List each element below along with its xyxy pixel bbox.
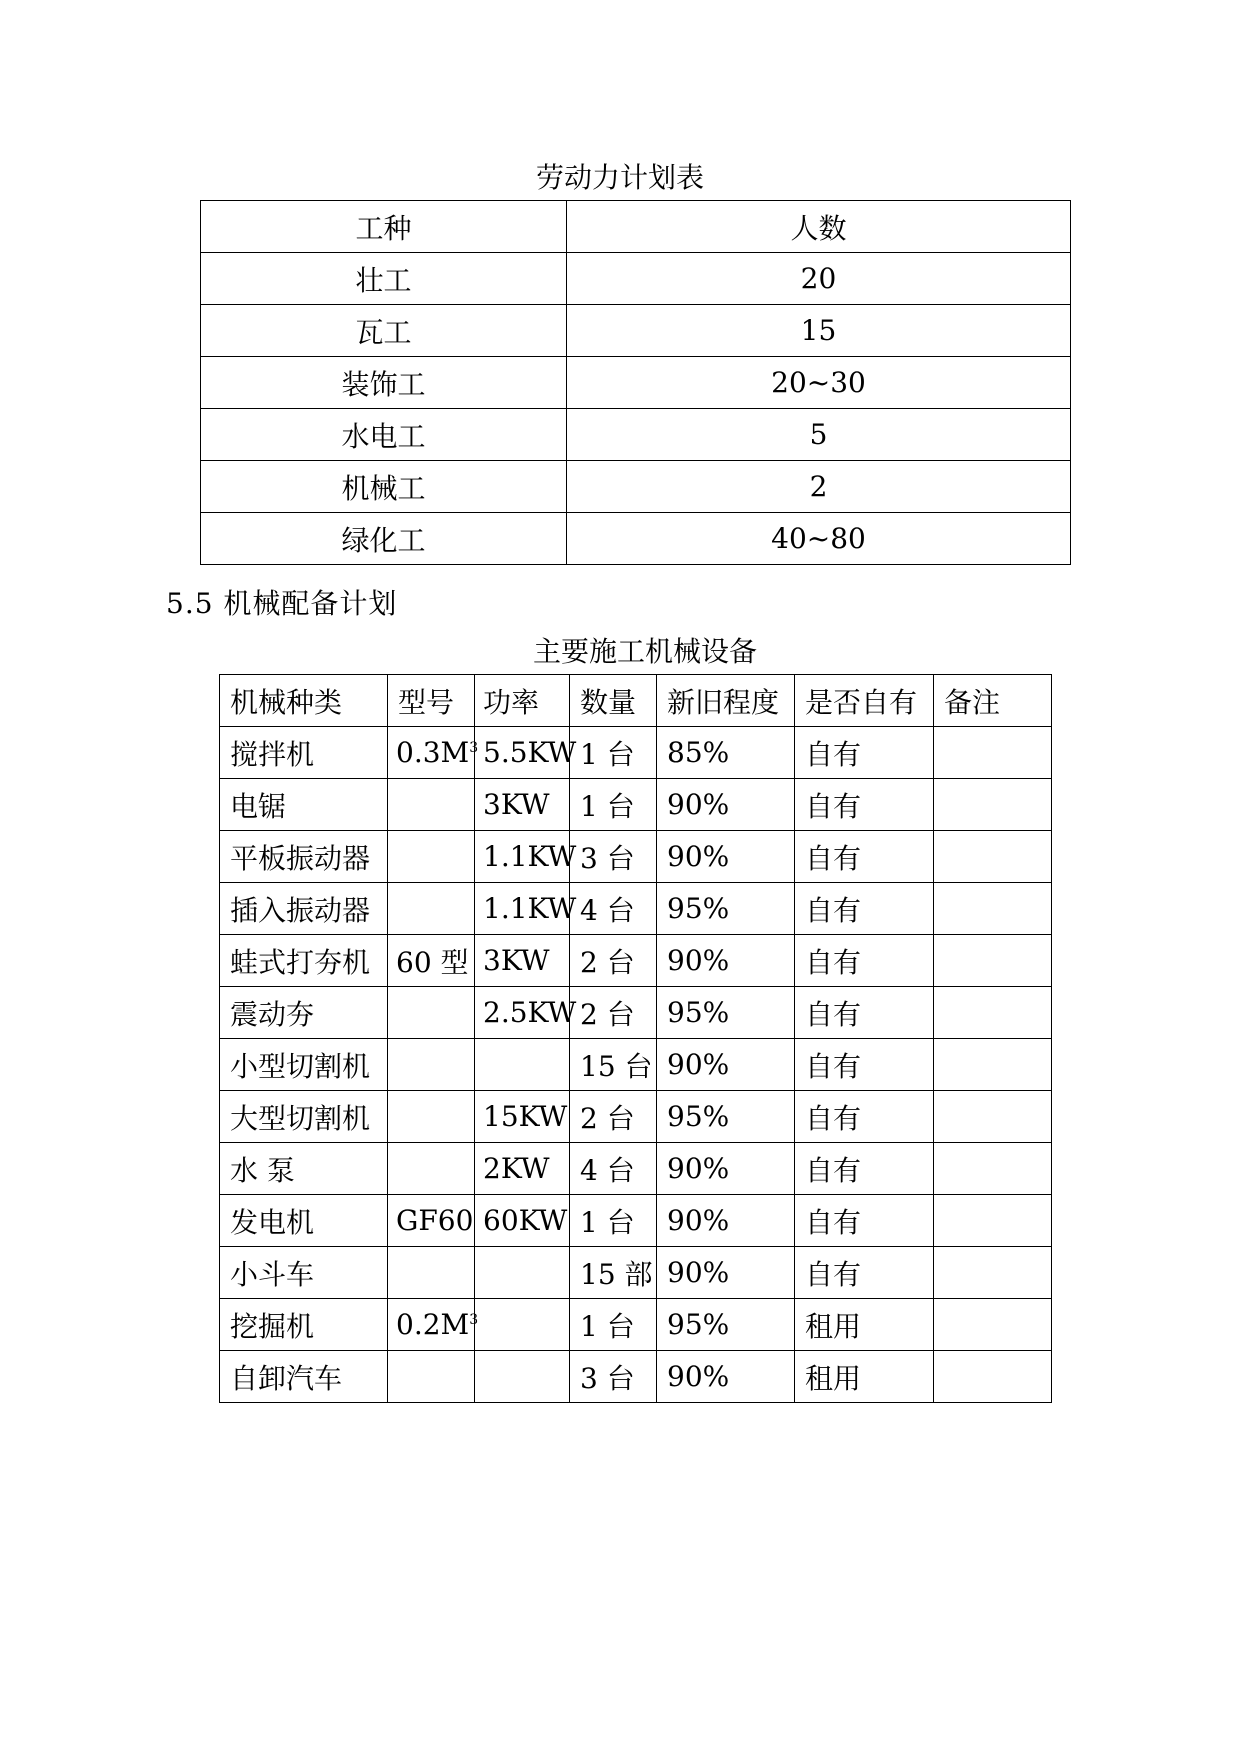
machine-model-cell	[388, 1351, 475, 1403]
machine-ownership-cell: 自有	[795, 1143, 934, 1195]
machine-power-cell: 3KW	[475, 779, 570, 831]
machine-type-cell: 小斗车	[220, 1247, 388, 1299]
labor-count-cell: 20	[567, 253, 1071, 305]
machine-ownership-cell: 自有	[795, 1247, 934, 1299]
machine-type-cell: 搅拌机	[220, 727, 388, 779]
machine-quantity-cell: 1 台	[570, 1195, 657, 1247]
machine-type-cell: 电锯	[220, 779, 388, 831]
machine-condition-cell: 90%	[657, 1143, 795, 1195]
machine-quantity-cell: 1 台	[570, 1299, 657, 1351]
machine-header-row	[220, 675, 1052, 727]
machine-type-cell: 挖掘机	[220, 1299, 388, 1351]
machine-power-cell: 2KW	[475, 1143, 570, 1195]
machine-condition-cell: 95%	[657, 883, 795, 935]
machine-model-cell	[388, 779, 475, 831]
machine-remarks-cell	[934, 727, 1052, 779]
machine-ownership-cell: 自有	[795, 1091, 934, 1143]
table-row	[220, 831, 1052, 883]
machine-condition-cell: 90%	[657, 779, 795, 831]
machine-quantity-cell: 15 部	[570, 1247, 657, 1299]
machine-quantity-cell: 2 台	[570, 987, 657, 1039]
table-row	[220, 1195, 1052, 1247]
machine-ownership-cell: 自有	[795, 935, 934, 987]
machine-power-cell: 1.1KW	[475, 831, 570, 883]
labor-count-cell: 20~30	[567, 357, 1071, 409]
table-row	[220, 883, 1052, 935]
labor-count-cell: 5	[567, 409, 1071, 461]
machine-ownership-cell: 自有	[795, 831, 934, 883]
labor-trade-cell: 装饰工	[201, 357, 567, 409]
machine-remarks-cell	[934, 1299, 1052, 1351]
machine-power-cell: 2.5KW	[475, 987, 570, 1039]
machine-quantity-cell: 3 台	[570, 831, 657, 883]
machine-model-cell: 60 型	[388, 935, 475, 987]
machine-condition-cell: 90%	[657, 1195, 795, 1247]
machine-header-ownership: 是否自有	[795, 675, 934, 727]
machine-type-cell: 震动夯	[220, 987, 388, 1039]
machine-condition-cell: 90%	[657, 1247, 795, 1299]
labor-header-row	[201, 201, 1071, 253]
machine-model-cell	[388, 831, 475, 883]
table-row	[201, 513, 1071, 565]
labor-header-trade: 工种	[201, 201, 567, 253]
machine-model-cell	[388, 1247, 475, 1299]
machine-type-cell: 水 泵	[220, 1143, 388, 1195]
machine-quantity-cell: 3 台	[570, 1351, 657, 1403]
machine-power-cell: 5.5KW	[475, 727, 570, 779]
machine-power-cell: 3KW	[475, 935, 570, 987]
machine-quantity-cell: 15 台	[570, 1039, 657, 1091]
table-row	[220, 935, 1052, 987]
table-row	[220, 1351, 1052, 1403]
machine-ownership-cell: 自有	[795, 1195, 934, 1247]
machine-quantity-cell: 1 台	[570, 727, 657, 779]
machine-condition-cell: 90%	[657, 1351, 795, 1403]
machine-condition-cell: 95%	[657, 1299, 795, 1351]
machine-remarks-cell	[934, 1247, 1052, 1299]
labor-trade-cell: 绿化工	[201, 513, 567, 565]
labor-header-count: 人数	[567, 201, 1071, 253]
machine-remarks-cell	[934, 1143, 1052, 1195]
machine-type-cell: 发电机	[220, 1195, 388, 1247]
machine-power-cell	[475, 1039, 570, 1091]
machine-power-cell: 15KW	[475, 1091, 570, 1143]
machine-header-power: 功率	[475, 675, 570, 727]
machine-header-quantity: 数量	[570, 675, 657, 727]
machine-power-cell: 1.1KW	[475, 883, 570, 935]
labor-count-cell: 2	[567, 461, 1071, 513]
table-row	[201, 461, 1071, 513]
machine-ownership-cell: 自有	[795, 727, 934, 779]
machine-remarks-cell	[934, 1195, 1052, 1247]
machine-remarks-cell	[934, 987, 1052, 1039]
table-row	[201, 357, 1071, 409]
machine-condition-cell: 95%	[657, 987, 795, 1039]
machine-model-cell	[388, 1039, 475, 1091]
labor-count-cell: 40~80	[567, 513, 1071, 565]
table-row	[201, 305, 1071, 357]
machine-header-model: 型号	[388, 675, 475, 727]
machine-ownership-cell: 自有	[795, 883, 934, 935]
section-heading: 5.5 机械配备计划	[166, 587, 398, 620]
machine-remarks-cell	[934, 1039, 1052, 1091]
machine-header-condition: 新旧程度	[657, 675, 795, 727]
labor-trade-cell: 瓦工	[201, 305, 567, 357]
machine-ownership-cell: 租用	[795, 1351, 934, 1403]
machine-remarks-cell	[934, 831, 1052, 883]
machine-quantity-cell: 2 台	[570, 1091, 657, 1143]
machine-table-title: 主要施工机械设备	[532, 635, 757, 668]
machine-quantity-cell: 4 台	[570, 1143, 657, 1195]
machine-model-cell: $0.2M^3$	[388, 1299, 475, 1351]
machine-type-cell: 自卸汽车	[220, 1351, 388, 1403]
table-row	[220, 1091, 1052, 1143]
machine-condition-cell: 85%	[657, 727, 795, 779]
table-row	[220, 1039, 1052, 1091]
machine-condition-cell: 90%	[657, 935, 795, 987]
machine-model-cell	[388, 987, 475, 1039]
machine-condition-cell: 90%	[657, 831, 795, 883]
cubic-superscript: 3	[469, 740, 479, 756]
machine-power-cell: 60KW	[475, 1195, 570, 1247]
table-row	[220, 1247, 1052, 1299]
machine-condition-cell: 90%	[657, 1039, 795, 1091]
machine-quantity-cell: 4 台	[570, 883, 657, 935]
table-row	[201, 409, 1071, 461]
machine-type-cell: 大型切割机	[220, 1091, 388, 1143]
machine-remarks-cell	[934, 935, 1052, 987]
machine-model-cell	[388, 1143, 475, 1195]
machine-ownership-cell: 租用	[795, 1299, 934, 1351]
table-row	[201, 253, 1071, 305]
machine-header-remarks: 备注	[934, 675, 1052, 727]
labor-count-cell: 15	[567, 305, 1071, 357]
machine-remarks-cell	[934, 883, 1052, 935]
table-row	[220, 1299, 1052, 1351]
machine-power-cell	[475, 1247, 570, 1299]
machine-ownership-cell: 自有	[795, 987, 934, 1039]
machine-condition-cell: 95%	[657, 1091, 795, 1143]
machine-power-cell	[475, 1299, 570, 1351]
machine-type-cell: 插入振动器	[220, 883, 388, 935]
machine-type-cell: 蛙式打夯机	[220, 935, 388, 987]
machine-model-cell: GF60	[388, 1195, 475, 1247]
table-row	[220, 1143, 1052, 1195]
machine-model-cell	[388, 883, 475, 935]
machine-model-cell	[388, 1091, 475, 1143]
cubic-superscript: 3	[469, 1312, 479, 1328]
machine-remarks-cell	[934, 1091, 1052, 1143]
labor-plan-table	[200, 200, 1071, 565]
machine-ownership-cell: 自有	[795, 1039, 934, 1091]
machine-type-cell: 小型切割机	[220, 1039, 388, 1091]
machine-quantity-cell: 2 台	[570, 935, 657, 987]
labor-trade-cell: 水电工	[201, 409, 567, 461]
machine-remarks-cell	[934, 1351, 1052, 1403]
machine-header-type: 机械种类	[220, 675, 388, 727]
labor-trade-cell: 机械工	[201, 461, 567, 513]
machine-ownership-cell: 自有	[795, 779, 934, 831]
machine-quantity-cell: 1 台	[570, 779, 657, 831]
machine-remarks-cell	[934, 779, 1052, 831]
labor-table-title: 劳动力计划表	[535, 161, 704, 194]
machine-equipment-table	[219, 674, 1052, 1403]
machine-model-cell: $0.3M^3$	[388, 727, 475, 779]
machine-type-cell: 平板振动器	[220, 831, 388, 883]
table-row	[220, 727, 1052, 779]
labor-trade-cell: 壮工	[201, 253, 567, 305]
table-row	[220, 987, 1052, 1039]
table-row	[220, 779, 1052, 831]
machine-power-cell	[475, 1351, 570, 1403]
